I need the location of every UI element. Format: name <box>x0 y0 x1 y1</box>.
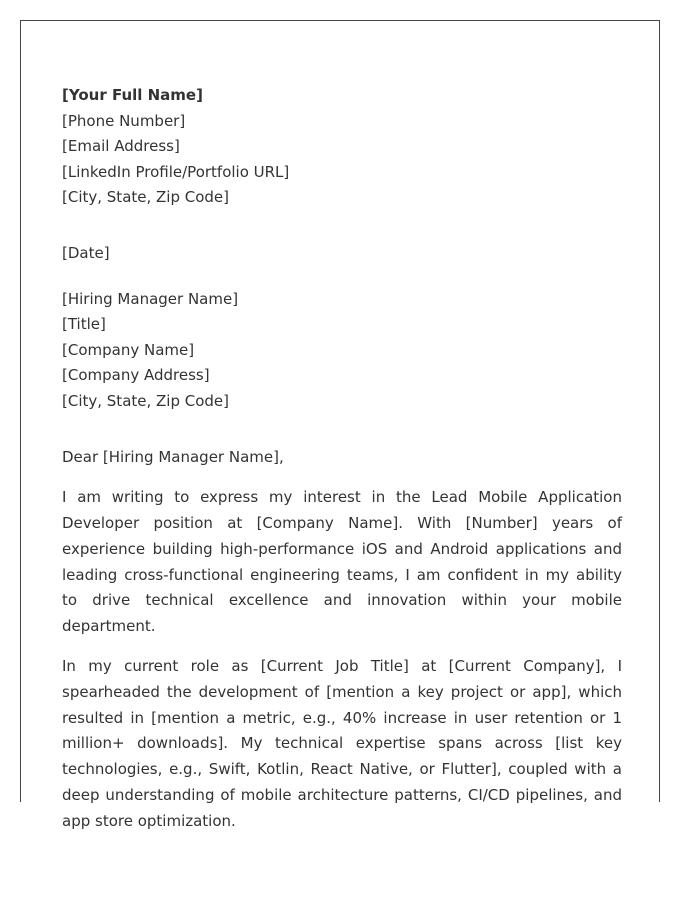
body-paragraph: I am writing to express my interest in the Lead Mobile Application Developer position at [Company Name]. With [Number] years of experience building high-performance iOS and Android applications and leading cross-functional engineering teams, I am confident in my ability to drive technical excellence and innovation within your mobile department. <box>62 488 622 636</box>
sender-block <box>62 83 622 211</box>
salutation: Dear [Hiring Manager Name], <box>62 447 284 466</box>
sender-email: [Email Address] <box>62 137 180 156</box>
recipient-title: [Title] <box>62 315 106 334</box>
sender-linkedin: [LinkedIn Profile/Portfolio URL] <box>62 162 290 181</box>
recipient-company: [Company Name] <box>62 340 195 359</box>
sender-phone: [Phone Number] <box>62 111 186 130</box>
recipient-address: [Company Address] <box>62 366 210 385</box>
letter-date: [Date] <box>62 243 110 262</box>
sender-name: [Your Full Name] <box>62 86 203 104</box>
body-paragraph: In my current role as [Current Job Title] at [Current Company], I spearheaded the development of [mention a key project or app], which resulted in [mention a metric, e.g., 40% increase in user retention or 1 million+ downloads]. My technical expertise spans across [list key technologies, e.g., Swift, Kotlin, React Native, or Flutter], coupled with a deep understanding of mobile architecture patterns, CI/CD pipelines, and app store optimization. <box>62 656 622 830</box>
recipient-block <box>62 287 622 415</box>
recipient-city: [City, State, Zip Code] <box>62 391 230 410</box>
letter-content <box>62 83 622 848</box>
recipient-name: [Hiring Manager Name] <box>62 289 239 308</box>
letter-page <box>20 20 660 830</box>
sender-city: [City, State, Zip Code] <box>62 188 230 207</box>
